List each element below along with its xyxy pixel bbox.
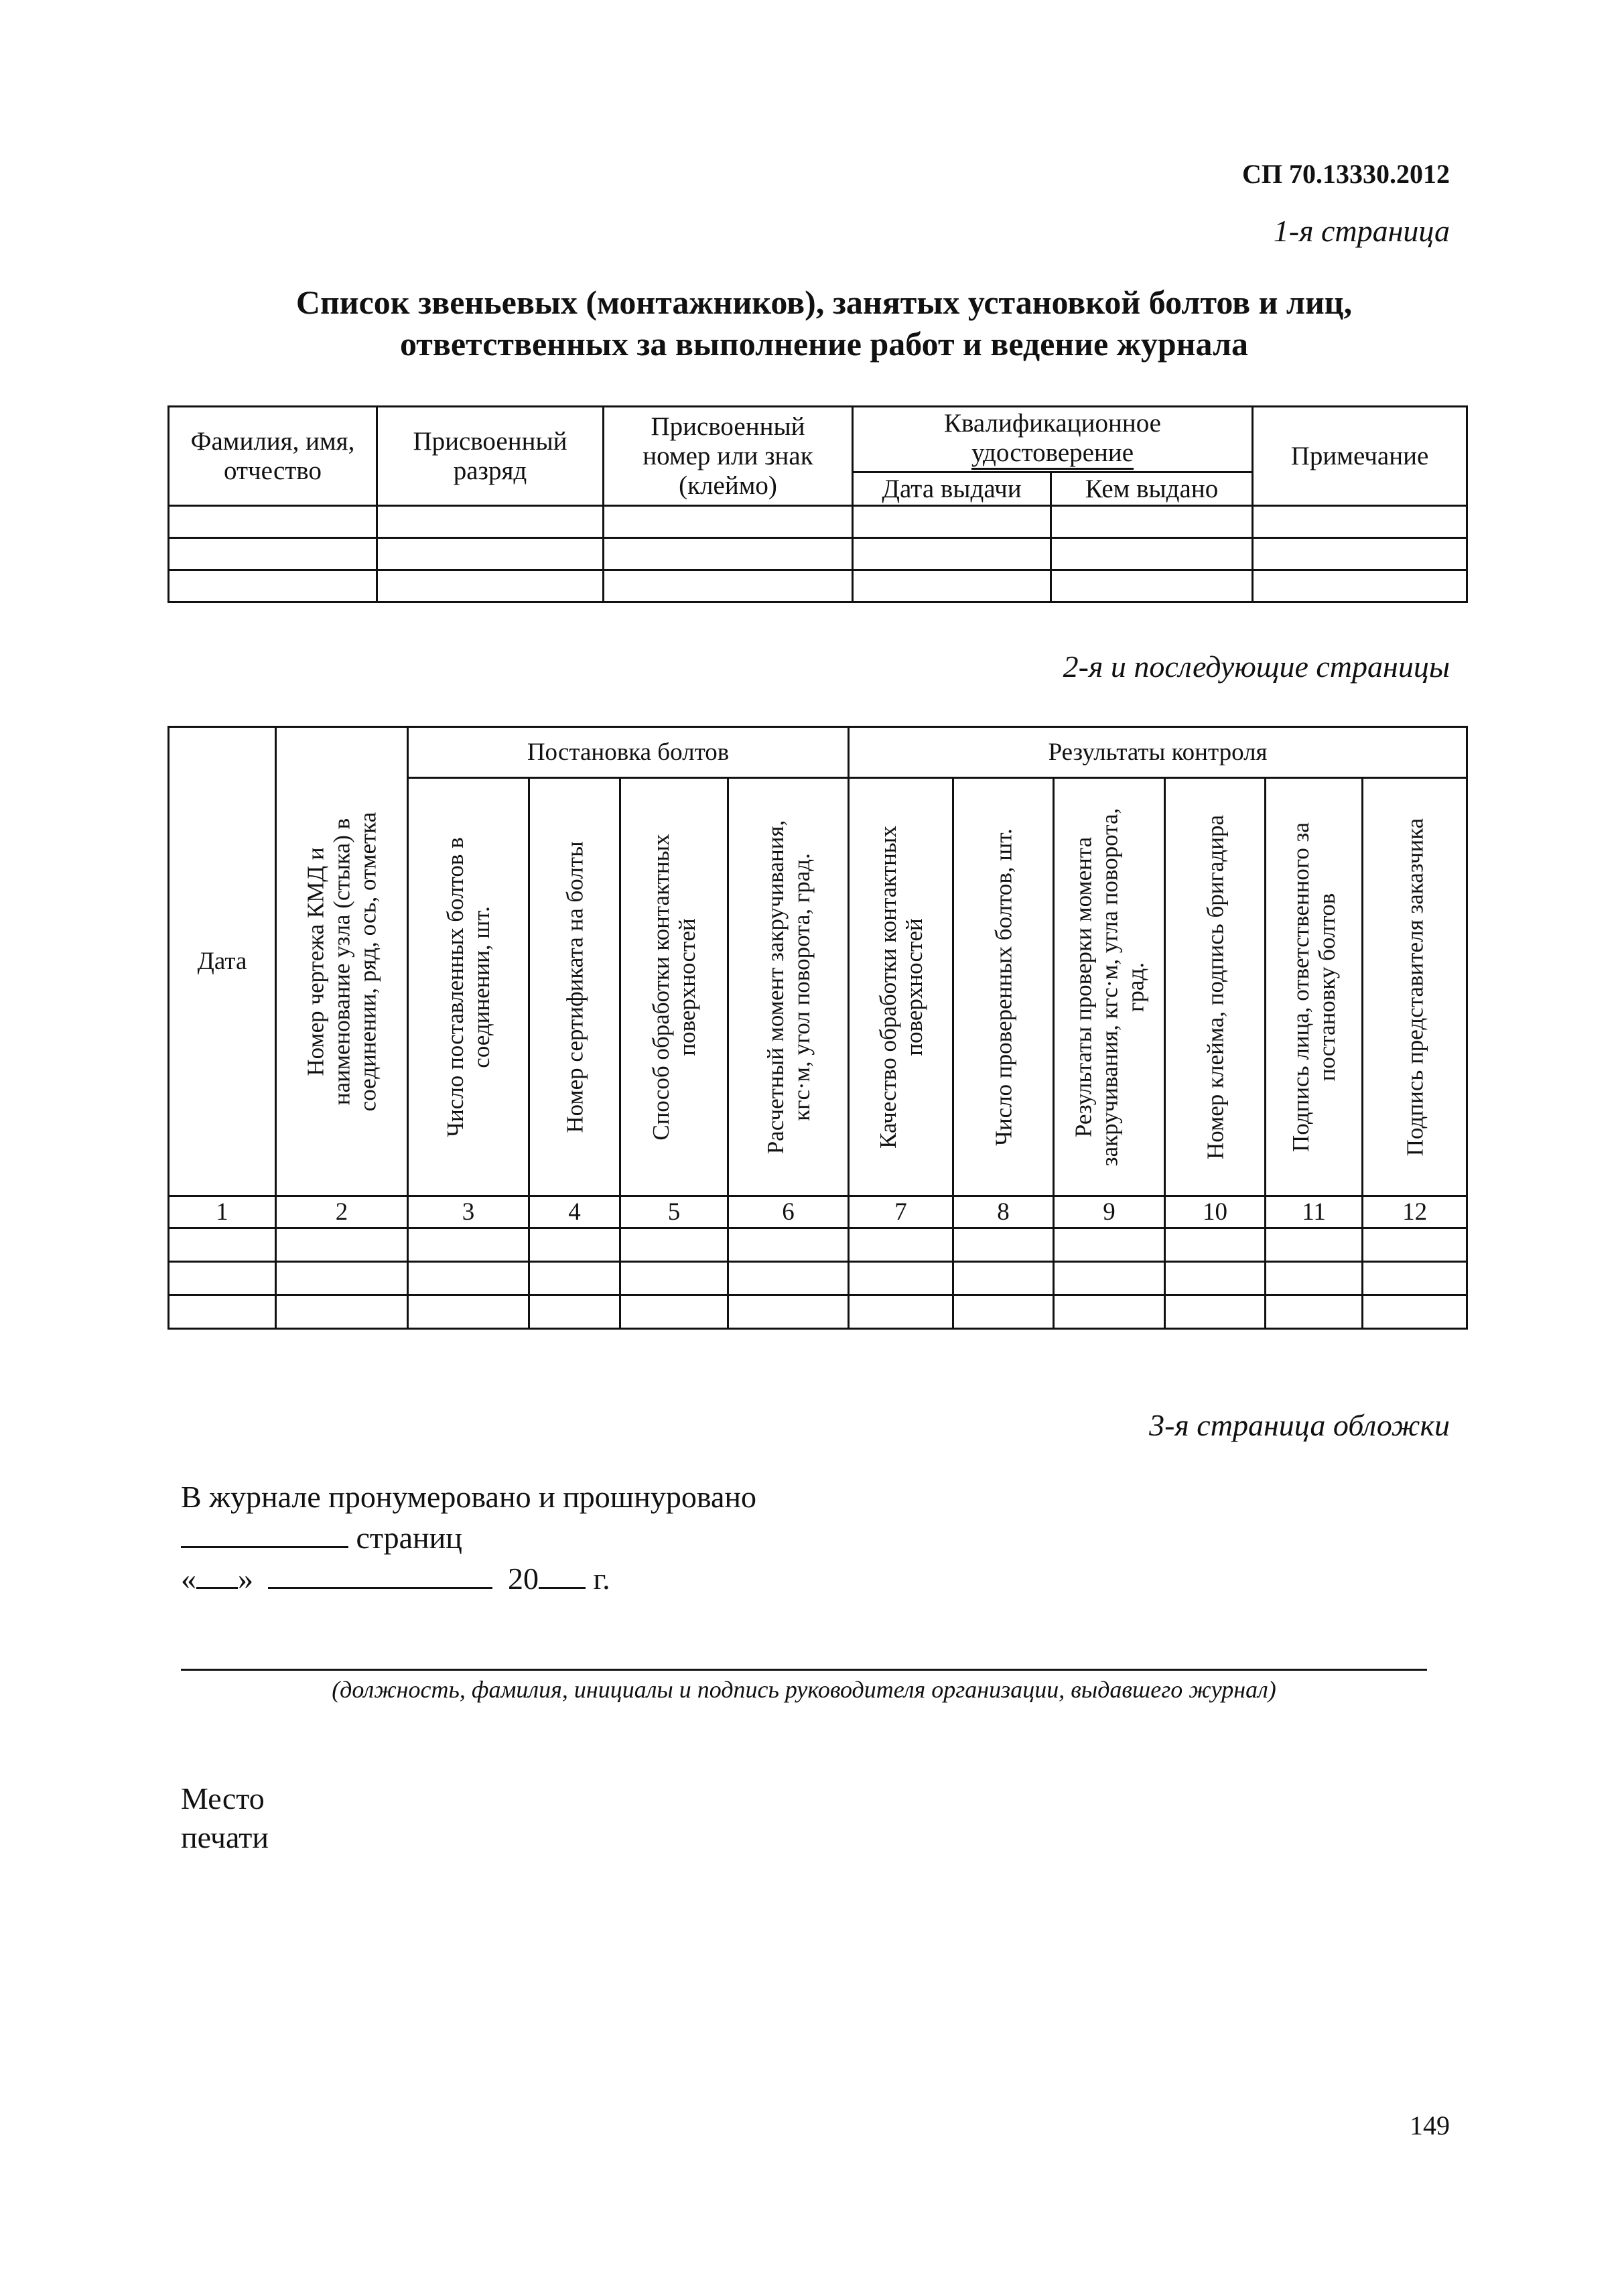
col-header-surface-treatment-text: Способ обработки контактных поверхностей	[648, 833, 700, 1141]
cover-line-date	[181, 1557, 756, 1598]
table-cell	[849, 1262, 953, 1295]
title-line-1: Список звеньевых (монтажников), занятых установкой болтов и лиц,	[295, 283, 1353, 321]
table-cell	[728, 1295, 849, 1329]
table-cell	[1165, 1262, 1266, 1295]
table-cell	[604, 538, 853, 570]
col-header-bolts-installed	[408, 778, 529, 1196]
col-header-certificate	[853, 407, 1253, 472]
group-header-control-results: Результаты контроля	[849, 727, 1467, 778]
signature-line[interactable]	[181, 1669, 1427, 1671]
pages-word: страниц	[356, 1521, 462, 1555]
cover-line-numbered: В журнале пронумеровано и прошнуровано	[181, 1480, 756, 1514]
table-cell	[1054, 1262, 1165, 1295]
table-cell	[1363, 1228, 1467, 1262]
table-cell	[1253, 506, 1467, 538]
table-row	[169, 570, 1467, 602]
cover-line-pages	[181, 1517, 756, 1557]
table-cell	[1253, 538, 1467, 570]
page-label-first: 1-я страница	[1273, 214, 1450, 248]
table-cell	[408, 1295, 529, 1329]
table-cell	[169, 570, 377, 602]
table-cell	[604, 570, 853, 602]
stamp-line-2: печати	[181, 1820, 269, 1854]
table-cell	[377, 538, 604, 570]
col-header-bolts-checked	[953, 778, 1054, 1196]
table-cell	[1054, 1295, 1165, 1329]
pages-count-blank[interactable]	[181, 1517, 348, 1548]
column-number: 7	[849, 1196, 953, 1228]
table-cell	[1363, 1262, 1467, 1295]
col-header-treatment-quality	[849, 778, 953, 1196]
col-header-date: Дата	[169, 727, 276, 1196]
col-header-mark-line2: номер или знак	[643, 441, 813, 470]
year-blank[interactable]	[539, 1557, 586, 1589]
col-header-responsible-signature-text: Подпись лица, ответственного за постановку болтов	[1288, 822, 1341, 1152]
quote-close: »	[238, 1561, 253, 1596]
col-header-mark-line1: Присвоенный	[651, 411, 805, 441]
day-blank[interactable]	[196, 1557, 238, 1589]
table-cell	[1051, 538, 1253, 570]
table-row	[169, 538, 1467, 570]
quote-open: «	[181, 1561, 196, 1596]
col-header-foreman-mark	[1165, 778, 1266, 1196]
table-cell	[1253, 570, 1467, 602]
table-cell	[276, 1228, 408, 1262]
document-code: СП 70.13330.2012	[1242, 159, 1450, 189]
col-header-grade-line2: разряд	[453, 456, 527, 485]
table-cell	[408, 1228, 529, 1262]
col-header-cert-date: Дата выдачи	[853, 472, 1051, 506]
year-suffix: г.	[593, 1561, 610, 1596]
title-line-2: ответственных за выполнение работ и ведение журнала	[399, 325, 1249, 363]
column-number: 9	[1054, 1196, 1165, 1228]
table-row	[169, 506, 1467, 538]
col-header-customer-signature-text: Подпись представителя заказчика	[1402, 818, 1428, 1156]
group-header-bolt-installation: Постановка болтов	[408, 727, 849, 778]
month-blank[interactable]	[268, 1557, 492, 1589]
table-cell	[953, 1295, 1054, 1329]
installers-table	[167, 405, 1468, 603]
table-cell	[728, 1228, 849, 1262]
table-row	[169, 1295, 1467, 1329]
column-number: 3	[408, 1196, 529, 1228]
col-header-torque-check-text: Результаты проверки момента закручивания, кгс·м, угла поворота, град.	[1070, 808, 1149, 1166]
column-number: 2	[276, 1196, 408, 1228]
column-number: 12	[1363, 1196, 1467, 1228]
table-cell	[1266, 1262, 1363, 1295]
col-header-design-torque	[728, 778, 849, 1196]
table-cell	[169, 538, 377, 570]
table-cell	[1165, 1295, 1266, 1329]
table-cell	[377, 570, 604, 602]
table-cell	[529, 1228, 620, 1262]
cover-statement	[181, 1478, 756, 1598]
col-header-certificate-line2: удостоверение	[971, 438, 1134, 470]
col-header-cert-issuer: Кем выдано	[1051, 472, 1253, 506]
column-number: 1	[169, 1196, 276, 1228]
table-cell	[529, 1295, 620, 1329]
col-header-drawing-text: Номер чертежа КМД и наименование узла (стыка) в соединении, ряд, ось, отметка	[302, 812, 381, 1111]
col-header-bolts-installed-text: Число поставленных болтов в соединении, шт.	[442, 836, 494, 1137]
col-header-treatment-quality-text: Качество обработки контактных поверхностей	[874, 825, 927, 1149]
col-header-foreman-mark-text: Номер клейма, подпись бригадира	[1202, 814, 1229, 1159]
col-header-bolts-checked-text: Число проверенных болтов, шт.	[990, 828, 1017, 1146]
col-header-torque-check	[1054, 778, 1165, 1196]
table-cell	[728, 1262, 849, 1295]
table-cell	[169, 1262, 276, 1295]
stamp-place	[181, 1779, 269, 1857]
table-cell	[853, 538, 1051, 570]
table-cell	[1054, 1228, 1165, 1262]
stamp-line-1: Место	[181, 1781, 265, 1815]
table-cell	[1165, 1228, 1266, 1262]
col-header-grade-line1: Присвоенный	[413, 426, 567, 456]
col-header-fio-line1: Фамилия, имя,	[190, 426, 355, 456]
column-number: 4	[529, 1196, 620, 1228]
table-cell	[1266, 1295, 1363, 1329]
table-cell	[604, 506, 853, 538]
column-numbers-row	[169, 1196, 1467, 1228]
table-cell	[529, 1262, 620, 1295]
column-number: 8	[953, 1196, 1054, 1228]
table-row	[169, 1262, 1467, 1295]
table-row	[169, 1228, 1467, 1262]
table-cell	[377, 506, 604, 538]
col-header-responsible-signature	[1266, 778, 1363, 1196]
table-cell	[849, 1295, 953, 1329]
page-title	[167, 281, 1481, 365]
table-cell	[276, 1295, 408, 1329]
column-number: 11	[1266, 1196, 1363, 1228]
column-number: 6	[728, 1196, 849, 1228]
col-header-drawing	[276, 727, 408, 1196]
col-header-design-torque-text: Расчетный момент закручивания, кгс·м, угол поворота, град.	[762, 820, 815, 1154]
table-cell	[1051, 570, 1253, 602]
table-cell	[408, 1262, 529, 1295]
signature-caption: (должность, фамилия, инициалы и подпись руководителя организации, выдавшего журнал)	[332, 1676, 1276, 1703]
col-header-bolt-certificate-text: Номер сертификата на болты	[561, 840, 588, 1133]
col-header-fio-line2: отчество	[224, 456, 322, 485]
col-header-mark	[604, 407, 853, 506]
page-label-cover: 3-я страница обложки	[1149, 1408, 1450, 1442]
table-cell	[853, 506, 1051, 538]
table-cell	[169, 506, 377, 538]
column-number: 10	[1165, 1196, 1266, 1228]
table-cell	[853, 570, 1051, 602]
page-number: 149	[1410, 2110, 1450, 2141]
col-header-customer-signature	[1363, 778, 1467, 1196]
table-cell	[953, 1228, 1054, 1262]
table-cell	[953, 1262, 1054, 1295]
col-header-fio	[169, 407, 377, 506]
col-header-grade	[377, 407, 604, 506]
table-cell	[1051, 506, 1253, 538]
col-header-surface-treatment	[620, 778, 728, 1196]
col-header-note: Примечание	[1253, 407, 1467, 506]
table-cell	[620, 1228, 728, 1262]
table-cell	[1266, 1228, 1363, 1262]
table-cell	[620, 1295, 728, 1329]
page-label-subsequent: 2-я и последующие страницы	[1063, 649, 1450, 684]
table-cell	[620, 1262, 728, 1295]
col-header-mark-line3: (клеймо)	[679, 470, 777, 500]
col-header-bolt-certificate	[529, 778, 620, 1196]
table-cell	[1363, 1295, 1467, 1329]
table-cell	[169, 1228, 276, 1262]
column-number: 5	[620, 1196, 728, 1228]
table-cell	[849, 1228, 953, 1262]
bolt-log-table	[167, 726, 1468, 1330]
col-header-certificate-line1: Квалификационное	[944, 409, 1161, 438]
year-prefix: 20	[508, 1561, 539, 1596]
table-cell	[276, 1262, 408, 1295]
table-cell	[169, 1295, 276, 1329]
